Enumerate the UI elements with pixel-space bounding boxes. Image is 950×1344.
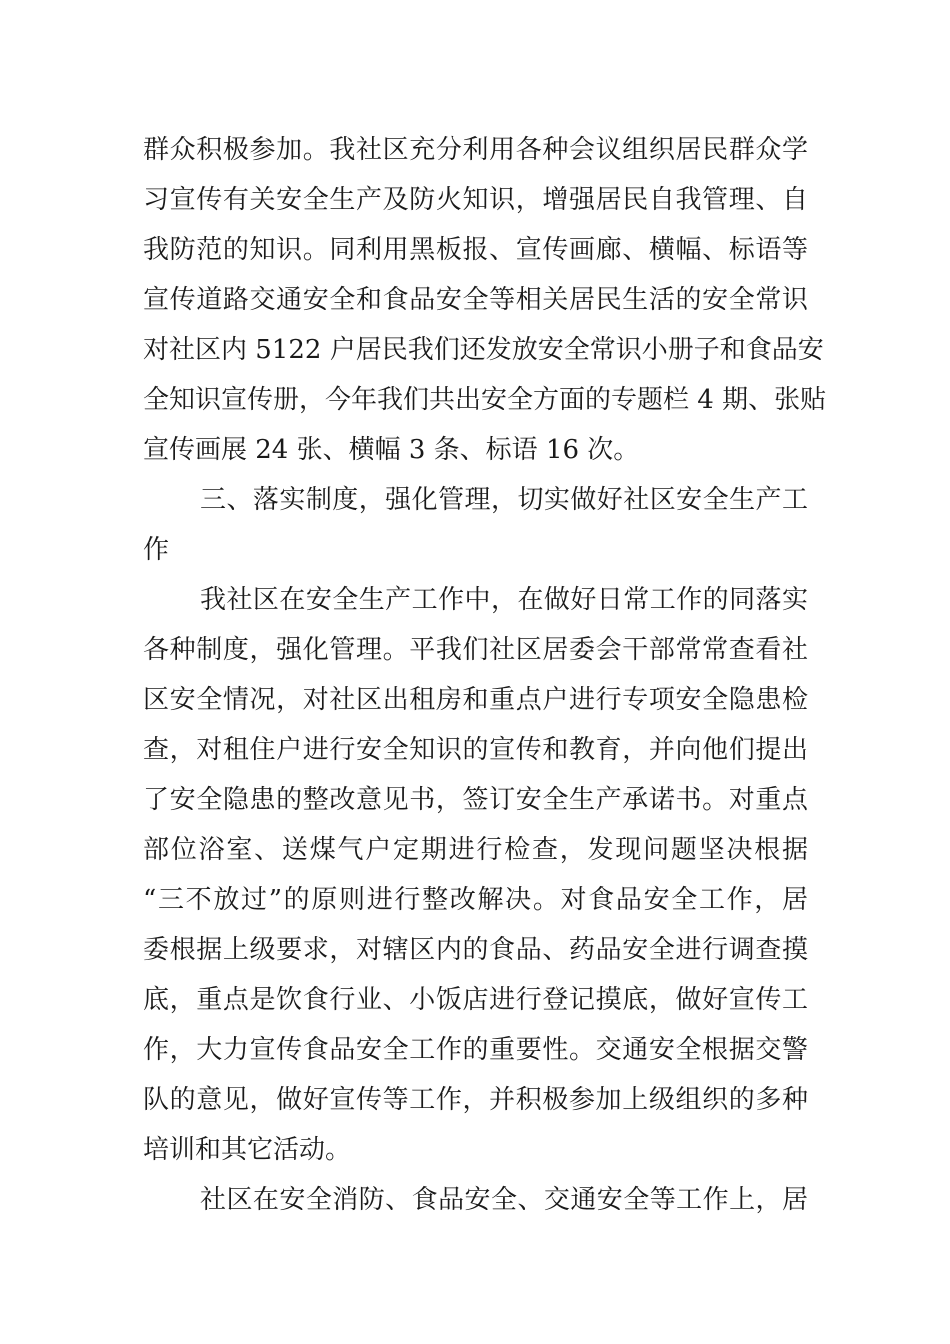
text-line: 队的意见，做好宣传等工作，并积极参加上级组织的多种 bbox=[143, 1085, 808, 1115]
text-line: 各种制度，强化管理。平我们社区居委会干部常常查看社 bbox=[143, 635, 808, 665]
text-line: “三不放过”的原则进行整改解决。对食品安全工作，居 bbox=[143, 885, 808, 915]
text-line: 对社区内 5122 户居民我们还发放安全常识小册子和食品安 bbox=[143, 335, 824, 365]
text-line: 查，对租住户进行安全知识的宣传和教育，并向他们提出 bbox=[143, 735, 808, 765]
text-line: 底，重点是饮食行业、小饭店进行登记摸底，做好宣传工 bbox=[143, 985, 808, 1015]
text-line: 部位浴室、送煤气户定期进行检查，发现问题坚决根据 bbox=[143, 835, 808, 865]
section-heading-cont: 作 bbox=[143, 535, 170, 565]
text-line: 全知识宣传册，今年我们共出安全方面的专题栏 4 期、张贴 bbox=[143, 385, 827, 415]
text-line: 宣传道路交通安全和食品安全等相关居民生活的安全常识 bbox=[143, 285, 808, 315]
text-line: 群众积极参加。我社区充分利用各种会议组织居民群众学 bbox=[143, 135, 808, 165]
text-line: 作，大力宣传食品安全工作的重要性。交通安全根据交警 bbox=[143, 1035, 808, 1065]
text-line: 委根据上级要求，对辖区内的食品、药品安全进行调查摸 bbox=[143, 935, 808, 965]
text-line: 我社区在安全生产工作中，在做好日常工作的同落实 bbox=[200, 585, 808, 615]
text-line: 了安全隐患的整改意见书，签订安全生产承诺书。对重点 bbox=[143, 785, 808, 815]
section-heading: 三、落实制度，强化管理，切实做好社区安全生产工 bbox=[200, 485, 808, 515]
text-line: 社区在安全消防、食品安全、交通安全等工作上，居 bbox=[200, 1185, 808, 1215]
text-line: 培训和其它活动。 bbox=[143, 1135, 352, 1165]
text-line: 我防范的知识。同利用黑板报、宣传画廊、横幅、标语等 bbox=[143, 235, 808, 265]
text-line: 习宣传有关安全生产及防火知识，增强居民自我管理、自 bbox=[143, 185, 808, 215]
text-line: 宣传画展 24 张、横幅 3 条、标语 16 次。 bbox=[143, 435, 640, 465]
text-line: 区安全情况，对社区出租房和重点户进行专项安全隐患检 bbox=[143, 685, 808, 715]
